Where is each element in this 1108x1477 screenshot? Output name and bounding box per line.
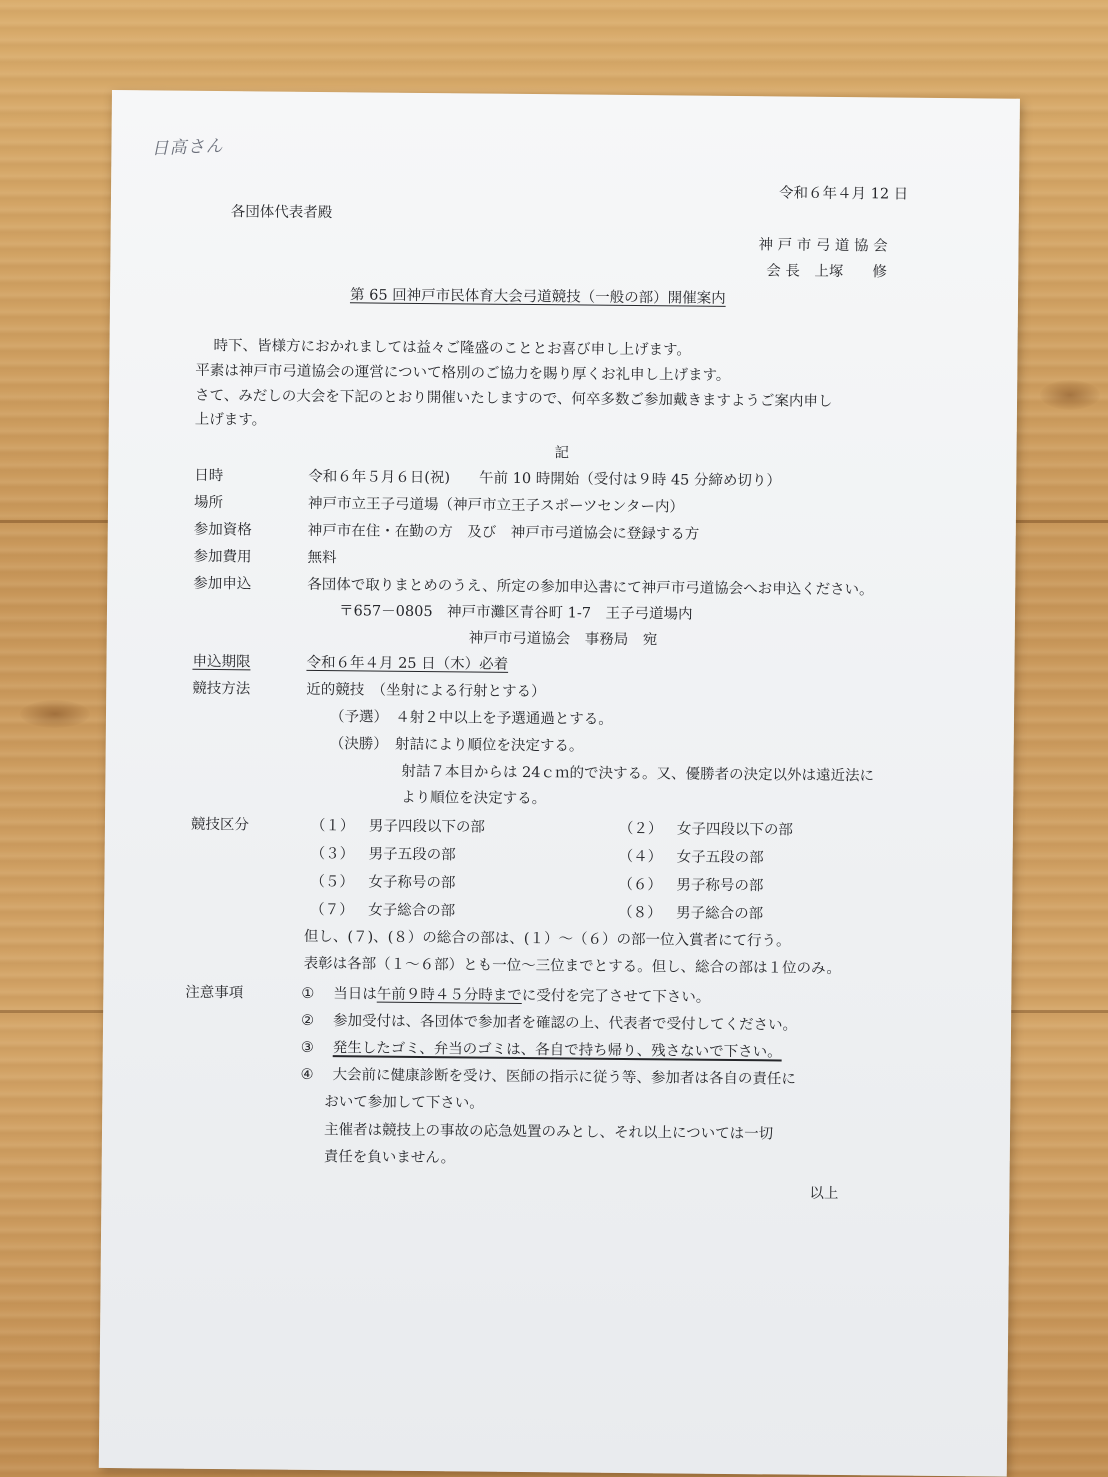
note-4-line-4: 責任を負いません。 — [323, 1149, 456, 1167]
greeting-line-3: さて、みだしの大会を下記のとおり開催いたしますので、何卒多数ご参加戴きますようご案内申し — [194, 387, 833, 410]
addressee: 各団体代表者殿 — [230, 204, 333, 222]
closing: 以上 — [809, 1185, 839, 1203]
document-title: 第 65 回神戸市民体育大会弓道競技（一般の部）開催案内 — [349, 287, 726, 307]
category-number: （７） — [310, 901, 354, 919]
fee-label: 参加費用 — [193, 548, 252, 566]
wood-knot — [20, 700, 90, 728]
note-4-line-3: 主催者は競技上の事故の応急処置のみとし、それ以上については一切 — [323, 1122, 774, 1143]
deadline-value: 令和６年４月 25 日（木）必着 — [306, 654, 509, 673]
method-note-1: 射詰７本目からは 24ｃｍ的で決する。又、優勝者の決定以外は遠近法に — [401, 763, 875, 785]
category-name: 男子五段の部 — [368, 846, 456, 864]
category-number: （３） — [310, 845, 355, 863]
category-name: 女子総合の部 — [368, 902, 456, 920]
method-prelim: （予選） ４射２中以上を予選通過とする。 — [329, 709, 613, 728]
greeting-line-4: 上げます。 — [194, 411, 267, 429]
application-label: 参加申込 — [193, 575, 252, 593]
category-number: （６） — [618, 876, 662, 894]
category-number: （４） — [618, 848, 663, 866]
categories-note-2: 表彰は各部（１～６部）とも一位～三位までとする。但し、総合の部は１位のみ。 — [303, 955, 842, 978]
method-label: 競技方法 — [192, 680, 251, 698]
application-value: 各団体で取りまとめのうえ、所定の参加申込書にて神戸市弓道協会へお申込ください。 — [307, 576, 874, 599]
application-recipient: 神戸市弓道協会 事務局 宛 — [468, 630, 658, 649]
category-name: 女子四段以下の部 — [676, 821, 793, 839]
method-final: （決勝） 射詰により順位を決定する。 — [329, 736, 584, 755]
category-number: （１） — [310, 817, 355, 835]
category-number: （２） — [618, 820, 663, 838]
category-number: （５） — [310, 873, 354, 891]
venue-label: 場所 — [193, 494, 224, 512]
sender-org: 神 戸 市 弓 道 協 会 — [758, 237, 888, 255]
eligibility-value: 神戸市在住・在勤の方 及び 神戸市弓道協会に登録する方 — [307, 522, 700, 543]
wood-knot — [1040, 380, 1100, 410]
issue-date: 令和６年４月 12 日 — [778, 185, 909, 203]
application-address: 〒657－0805 神戸市灘区青谷町 1-7 王子弓道場内 — [338, 603, 693, 623]
note-4-line-2: おいて参加して下さい。 — [324, 1094, 484, 1112]
note-1-mark: ① — [301, 985, 315, 1002]
ki-heading: 記 — [554, 445, 570, 462]
note-1 — [333, 985, 710, 1007]
document-page — [99, 90, 1020, 1477]
greeting-line-2: 平素は神戸市弓道協会の運営について格別のご協力を賜り厚くお礼申し上げます。 — [195, 362, 731, 384]
method-note-2: より順位を決定する。 — [401, 789, 547, 808]
category-name: 男子称号の部 — [676, 877, 764, 895]
note-1-pre: 当日は — [333, 986, 377, 1003]
datetime-value: 令和６年５月６日(祝) 午前 10 時開始（受付は９時 45 分締め切り） — [308, 468, 782, 490]
notes-label: 注意事項 — [185, 984, 244, 1002]
category-name: 女子称号の部 — [368, 874, 456, 892]
category-number: （８） — [618, 904, 662, 922]
category-name: 男子四段以下の部 — [368, 818, 486, 836]
note-3-mark: ③ — [300, 1039, 314, 1056]
category-name: 女子五段の部 — [676, 849, 764, 867]
datetime-label: 日時 — [194, 467, 224, 485]
eligibility-label: 参加資格 — [193, 521, 252, 539]
category-name: 男子総合の部 — [676, 905, 764, 923]
note-1-post: に受付を完了させて下さい。 — [521, 987, 711, 1006]
greeting-line-1: 時下、皆様方におかれましては益々ご隆盛のこととお喜び申し上げます。 — [213, 337, 691, 359]
categories-note-1: 但し、(７)、(８）の総合の部は、(１）～（６）の部一位入賞者にて行う。 — [303, 928, 791, 950]
deadline-label: 申込期限 — [192, 653, 251, 671]
note-4-line-1: 大会前に健康診断を受け、医師の指示に従う等、参加者は各自の責任に — [332, 1067, 797, 1088]
note-4-mark: ④ — [300, 1066, 314, 1083]
note-3: 発生したゴミ、弁当のゴミは、各自で持ち帰り、残さないで下さい。 — [332, 1040, 782, 1061]
note-2: 参加受付は、各団体で参加者を確認の上、代表者で受付してください。 — [332, 1013, 798, 1034]
handwritten-note: 日高さん — [151, 136, 224, 160]
method-value: 近的競技 （坐射による行射とする） — [306, 681, 546, 701]
venue-value: 神戸市立王子弓道場（神戸市立王子スポーツセンター内） — [307, 495, 684, 516]
sender-president: 会 長 上塚 修 — [766, 263, 887, 281]
note-1-emphasis: 午前９時４５分時まで — [376, 986, 522, 1004]
fee-value: 無料 — [307, 549, 337, 567]
note-2-mark: ② — [300, 1012, 315, 1029]
categories-label: 競技区分 — [190, 816, 250, 834]
